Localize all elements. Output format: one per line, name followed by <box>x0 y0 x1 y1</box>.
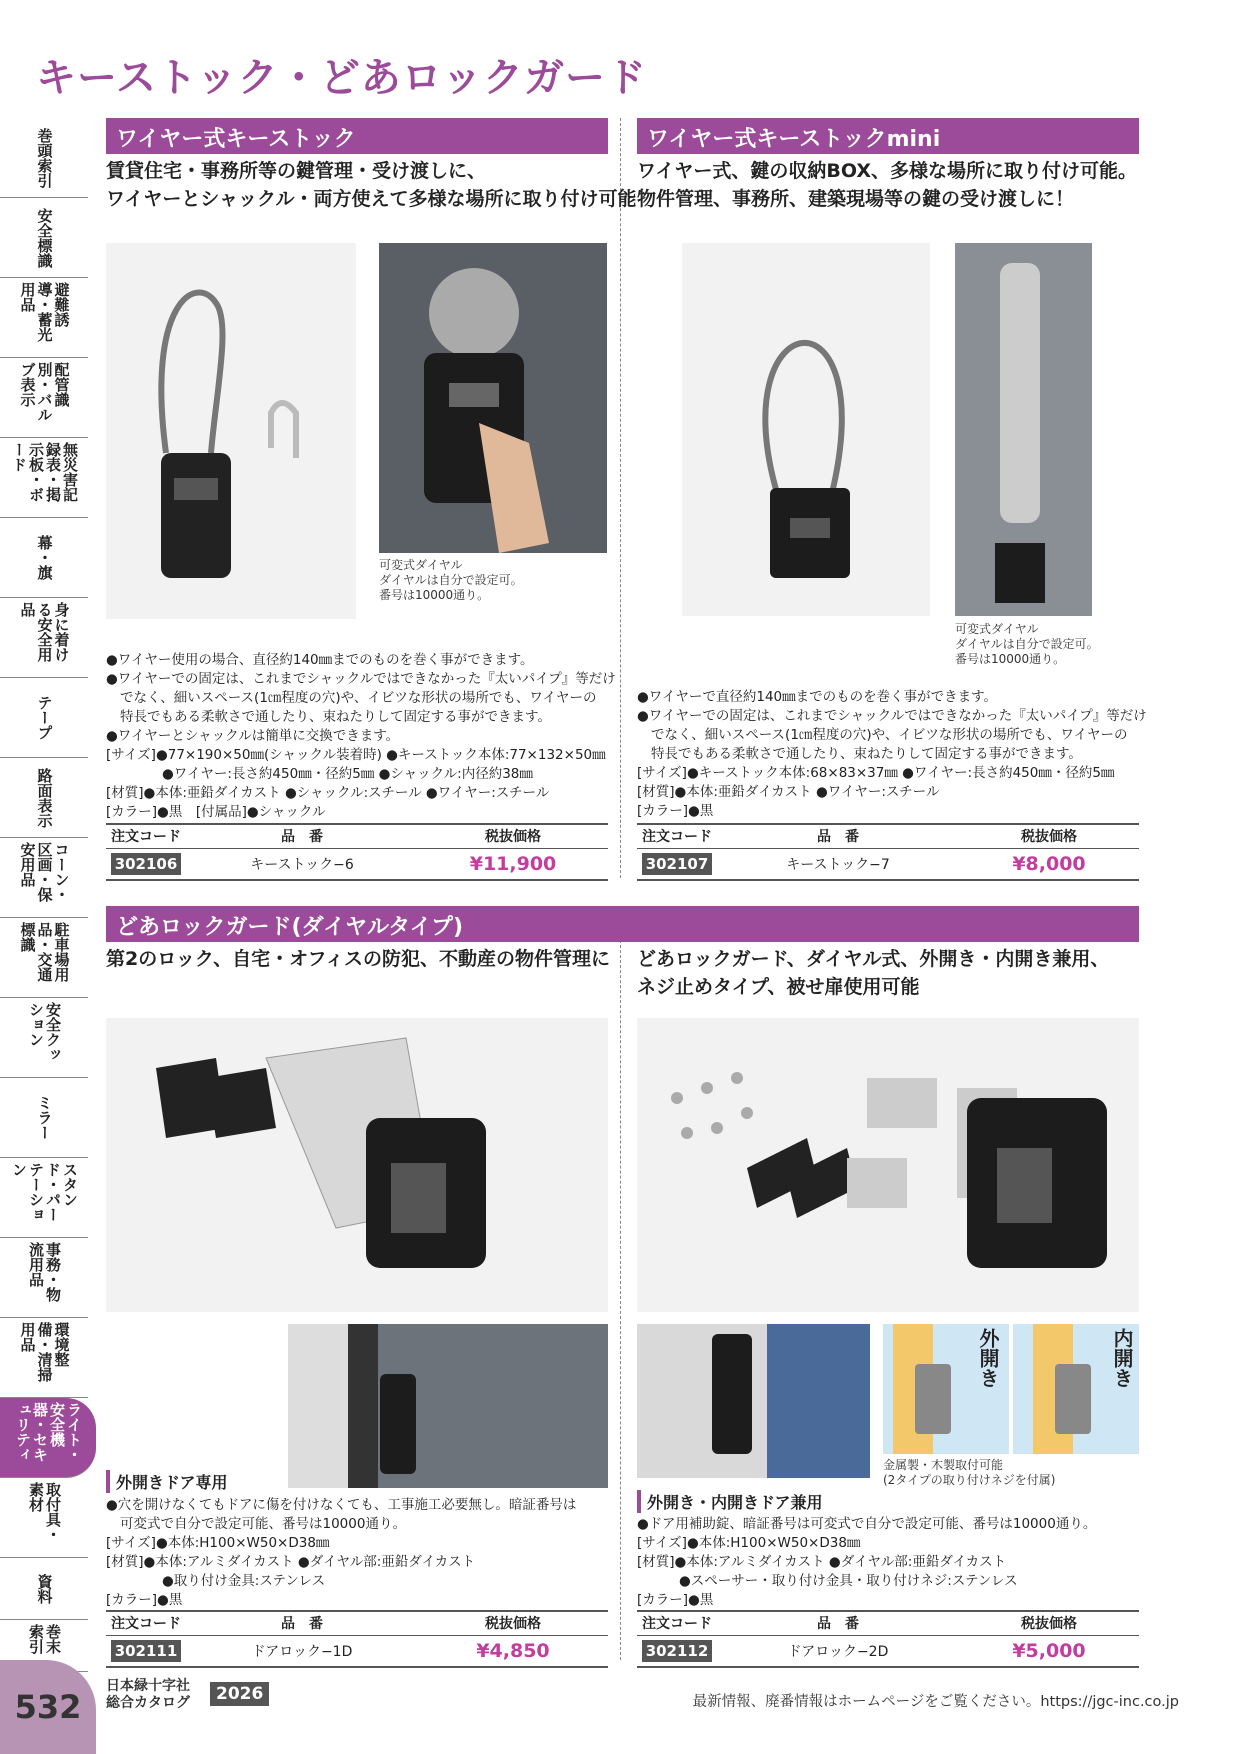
column-divider <box>620 940 621 1660</box>
product-photo <box>106 1018 608 1312</box>
lead-text: 第2のロック、自宅・オフィスの防犯、不動産の物件管理に <box>106 948 610 970</box>
sidebar-item[interactable]: 身に着ける安全用品 <box>0 598 88 678</box>
product-photo <box>637 1324 870 1478</box>
product-photo <box>955 243 1092 616</box>
sidebar-item[interactable]: 配管識別・バルブ表示 <box>0 358 88 438</box>
label-outward: 外開き <box>976 1328 1000 1388</box>
product-number: ドアロック−2D <box>717 1635 959 1667</box>
order-code: 302107 <box>642 853 713 875</box>
product-photo <box>637 1018 1139 1312</box>
sidebar-item[interactable]: 資料 <box>0 1558 88 1620</box>
table-row <box>637 1635 1139 1667</box>
product-photo <box>379 243 607 553</box>
lead-text: どあロックガード、ダイヤル式、外開き・内開き兼用、 ネジ止めタイプ、被せ扉使用可能 <box>637 948 1110 998</box>
order-table: 注文コード 品 番 税抜価格 302106 キーストック−6 ¥11,900 <box>106 823 608 881</box>
sidebar-item[interactable]: 事務・物流用品 <box>0 1238 88 1318</box>
photo-caption: 可変式ダイヤル ダイヤルは自分で設定可。 番号は10000通り。 <box>955 622 1099 666</box>
page-number: 532 <box>0 1660 96 1754</box>
label-inward: 内開き <box>1110 1328 1134 1388</box>
subheading: 外開きドア専用 <box>106 1470 228 1493</box>
section-title: ワイヤー式キーストックmini <box>637 118 1139 154</box>
sidebar-item[interactable]: 避難誘導・蓄光用品 <box>0 278 88 358</box>
order-code: 302111 <box>111 1640 182 1662</box>
product-photo <box>106 243 356 619</box>
price: ¥4,850 <box>418 1635 608 1667</box>
table-row <box>637 848 1139 880</box>
lead-text: 賃貸住宅・事務所等の鍵管理・受け渡しに、 ワイヤーとシャックル・両方使えて多様な場所に取り付け可能 <box>106 160 637 210</box>
subheading: 外開き・内開きドア兼用 <box>637 1490 823 1513</box>
sidebar-item[interactable]: 巻頭索引 <box>0 118 88 198</box>
page-title: キーストック・どあロックガード <box>36 55 647 101</box>
sidebar-item-active[interactable]: ライト・安全機器・セキュリティ <box>0 1398 96 1478</box>
photo-caption: 金属製・木製取付可能 (2タイプの取り付けネジを付属) <box>883 1458 1056 1487</box>
product-description: ●ドア用補助錠、暗証番号は可変式で自分で設定可能、番号は10000通り。 [サイズ]●本体:H100×W50×D38㎜ [材質]●本体:アルミダイカスト ●ダイヤル部:亜鉛ダイカスト ●スペーサー・取り付け金具・取り付けネジ:ステンレス [カラー]●黒 <box>637 1516 1097 1608</box>
order-table: 注文コード 品 番 税抜価格 302111 ドアロック−1D ¥4,850 <box>106 1610 608 1668</box>
price: ¥5,000 <box>959 1635 1139 1667</box>
product-number: ドアロック−1D <box>186 1635 418 1667</box>
sidebar-item[interactable]: 安全標識 <box>0 198 88 278</box>
sidebar-item[interactable]: 駐車場用品・交通標識 <box>0 918 88 998</box>
table-row <box>106 1635 608 1667</box>
order-table: 注文コード 品 番 税抜価格 302112 ドアロック−2D ¥5,000 <box>637 1610 1139 1668</box>
footer-note[interactable]: 最新情報、廃番情報はホームページをご覧ください。https://jgc-inc.co.jp <box>692 1694 1179 1710</box>
product-number: キーストック−6 <box>186 848 418 880</box>
order-code: 302106 <box>111 853 182 875</box>
sidebar-item[interactable]: 取付具・素材 <box>0 1478 88 1558</box>
catalog-name: 日本緑十字社 総合カタログ <box>106 1678 190 1711</box>
product-number: キーストック−7 <box>717 848 959 880</box>
table-row <box>106 848 608 880</box>
sidebar-item[interactable]: 無災害記録表・掲示板・ボード <box>0 438 88 518</box>
sidebar-item[interactable]: 巻末索引 <box>0 1620 88 1672</box>
product-description: ●穴を開けなくてもドアに傷を付けなくても、工事施工必要無し。暗証番号は 可変式で自分で設定可能、番号は10000通り。 [サイズ]●本体:H100×W50×D38㎜ [材質]●本体:アルミダイカスト ●ダイヤル部:亜鉛ダイカスト ●取り付け金具:ステンレス [カラー]●黒 <box>106 1497 577 1608</box>
price: ¥11,900 <box>418 848 608 880</box>
product-photo <box>288 1324 608 1488</box>
sidebar-item[interactable]: ミラー <box>0 1078 88 1158</box>
order-code: 302112 <box>642 1640 713 1662</box>
column-divider <box>620 118 621 878</box>
product-description: ●ワイヤーで直径約140㎜までのものを巻く事ができます。 ●ワイヤーでの固定は、これまでシャックルではできなかった『太いパイプ』等だけ でなく、細いスペース(1㎝程度の穴)や、イビツな形状の場所でも、ワイヤーの 特長でもある柔軟さで通したり、束ねたりして固定する事ができます。 [サイズ]●キーストック本体:68×83×37㎜ ●ワイヤー:長さ約450㎜・径約5㎜ [材質]●本体:亜鉛ダイカスト ●ワイヤー:スチール [カラー]●黒 <box>637 689 1147 819</box>
price: ¥8,000 <box>959 848 1139 880</box>
section-title: ワイヤー式キーストック <box>106 118 608 154</box>
sidebar-item[interactable]: 路面表示 <box>0 758 88 838</box>
product-photo <box>682 243 930 616</box>
order-table: 注文コード 品 番 税抜価格 302107 キーストック−7 ¥8,000 <box>637 823 1139 881</box>
sidebar <box>0 118 88 1672</box>
section-title: どあロックガード(ダイヤルタイプ) <box>106 906 1139 942</box>
sidebar-item[interactable]: テープ <box>0 678 88 758</box>
sidebar-item[interactable]: 環境整備・清掃用品 <box>0 1318 88 1398</box>
sidebar-item[interactable]: 幕・旗 <box>0 518 88 598</box>
product-description: ●ワイヤー使用の場合、直径約140㎜までのものを巻く事ができます。 ●ワイヤーでの固定は、これまでシャックルではできなかった『太いパイプ』等だけ でなく、細いスペース(1㎝程度の穴)や、イビツな形状の場所でも、ワイヤーの 特長でもある柔軟さで通したり、束ねたりして固定する事ができます。 ●ワイヤーとシャックルは簡単に交換できます。 [サイズ]●77×190×50㎜(シャックル装着時) ●キーストック本体:77×132×50㎜ ●ワイヤー:長さ約450㎜・径約5㎜ ●シャックル:内径約38㎜ [材質]●本体:亜鉛ダイカスト ●シャックル:スチール ●ワイヤー:スチール [カラー]●黒 [付属品]●シャックル <box>106 652 616 820</box>
photo-caption: 可変式ダイヤル ダイヤルは自分で設定可。 番号は10000通り。 <box>379 558 523 602</box>
catalog-year: 2026 <box>210 1682 269 1706</box>
diagram-image <box>883 1324 1139 1454</box>
sidebar-item[interactable]: コーン・区画・保安用品 <box>0 838 88 918</box>
sidebar-item[interactable]: スタンド・パーテーション <box>0 1158 88 1238</box>
lead-text: ワイヤー式、鍵の収納BOX、多様な場所に取り付け可能。 物件管理、事務所、建築現場等の鍵の受け渡しに！ <box>637 160 1138 210</box>
sidebar-item[interactable]: 安全クッション <box>0 998 88 1078</box>
